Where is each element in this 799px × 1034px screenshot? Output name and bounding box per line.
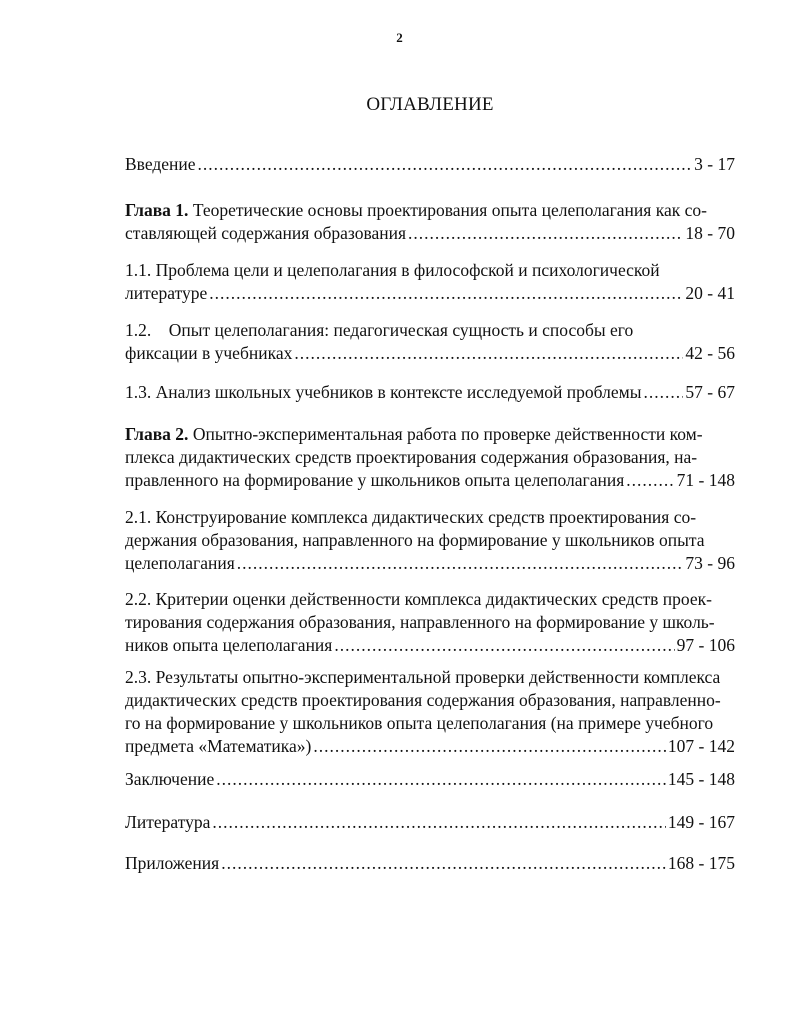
toc-entry-label: Заключение (125, 769, 215, 789)
toc-line: плекса дидактических средств проектирования содержания образования, на- (125, 447, 698, 467)
toc-entry-pages: 3 - 17 (694, 154, 735, 174)
toc-entry-chapter-2 (125, 423, 735, 492)
toc-entry-pages: 145 - 148 (667, 769, 735, 789)
toc-entry-pages: 168 - 175 (667, 853, 735, 873)
toc-entry-text: правленного на формирование у школьников опыта целеполагания (125, 470, 625, 490)
leader-dots (294, 342, 683, 365)
toc-line: дидактических средств проектирования содержания образования, направленно- (125, 690, 721, 710)
toc-entry-appendix (125, 852, 735, 875)
toc-line (125, 634, 735, 657)
toc-line: 1.1. Проблема цели и целеполагания в философской и психологической (125, 260, 660, 280)
chapter-prefix: Глава 1. (125, 200, 189, 220)
toc-line: 2.3. Результаты опытно-экспериментальной проверки действенности комплекса (125, 667, 721, 687)
toc-title: ОГЛАВЛЕНИЕ (366, 94, 494, 115)
toc-line (125, 552, 735, 575)
toc-entry-section-2-1 (125, 506, 735, 575)
toc-line: го на формирование у школьников опыта целеполагания (на примере учебного (125, 713, 714, 733)
toc-entry-text: ставляющей содержания образования (125, 223, 407, 243)
leader-dots (643, 381, 683, 404)
leader-dots (408, 222, 683, 245)
toc-entry-pages: 57 - 67 (685, 382, 735, 402)
toc-entry-text: Теоретические основы проектирования опыта целеполагания как со- (188, 200, 707, 220)
toc-entry-conclusion (125, 768, 735, 791)
toc-entry-literature (125, 811, 735, 834)
toc-entry-pages: 97 - 106 (676, 635, 735, 655)
leader-dots (334, 634, 674, 657)
toc-entry-text: ников опыта целеполагания (125, 635, 333, 655)
toc-line (125, 342, 735, 365)
leader-dots (626, 469, 674, 492)
toc-entry-section-2-3 (125, 666, 735, 758)
toc-entry-pages: 20 - 41 (685, 283, 735, 303)
toc-entry-section-2-2 (125, 588, 735, 657)
toc-entry-text: предмета «Математика») (125, 736, 312, 756)
toc-entry-pages: 149 - 167 (667, 812, 735, 832)
toc-entry-label: Литература (125, 812, 211, 832)
toc-line (125, 222, 735, 245)
toc-line: тирования содержания образования, направленного на формирование у школь- (125, 612, 715, 632)
toc-line (125, 282, 735, 305)
leader-dots (212, 811, 666, 834)
toc-entry-pages: 42 - 56 (685, 343, 735, 363)
page-number: 2 (396, 30, 403, 45)
toc-line (125, 735, 735, 758)
toc-entry-pages: 18 - 70 (685, 223, 735, 243)
toc-entry-chapter-1 (125, 199, 735, 245)
toc-entry-label: Приложения (125, 853, 220, 873)
toc-entry-text: целеполагания (125, 553, 235, 573)
leader-dots (198, 153, 693, 176)
toc-line (125, 381, 735, 404)
toc-line (125, 153, 735, 176)
toc-entry-pages: 71 - 148 (676, 470, 735, 490)
toc-line: 2.1. Конструирование комплекса дидактических средств проектирования со- (125, 507, 697, 527)
toc-line (125, 811, 735, 834)
toc-entry-text: литературе (125, 283, 208, 303)
chapter-prefix: Глава 2. (125, 424, 189, 444)
leader-dots (237, 552, 684, 575)
toc-line: держания образования, направленного на формирование у школьников опыта (125, 530, 705, 550)
toc-line (125, 469, 735, 492)
toc-entry-text: Опытно-экспериментальная работа по проверке действенности ком- (188, 424, 703, 444)
toc-entry-pages: 107 - 142 (667, 736, 735, 756)
toc-line: 1.2. Опыт целеполагания: педагогическая сущность и способы его (125, 320, 634, 340)
leader-dots (221, 852, 666, 875)
toc-entry-pages: 73 - 96 (685, 553, 735, 573)
leader-dots (209, 282, 683, 305)
toc-entry-label: 1.3. Анализ школьных учебников в контексте исследуемой проблемы (125, 382, 642, 402)
toc-entry-text: фиксации в учебниках (125, 343, 293, 363)
leader-dots (313, 735, 666, 758)
leader-dots (216, 768, 666, 791)
toc-line: 2.2. Критерии оценки действенности комплекса дидактических средств проек- (125, 589, 712, 609)
toc-line (125, 768, 735, 791)
toc-entry-label: Введение (125, 154, 196, 174)
toc-line (125, 199, 735, 222)
toc-entry-section-1-1 (125, 259, 735, 305)
toc-entry-section-1-2 (125, 319, 735, 365)
toc-line (125, 423, 735, 446)
toc-entry-section-1-3 (125, 381, 735, 404)
toc-entry-intro (125, 153, 735, 176)
toc-line (125, 852, 735, 875)
